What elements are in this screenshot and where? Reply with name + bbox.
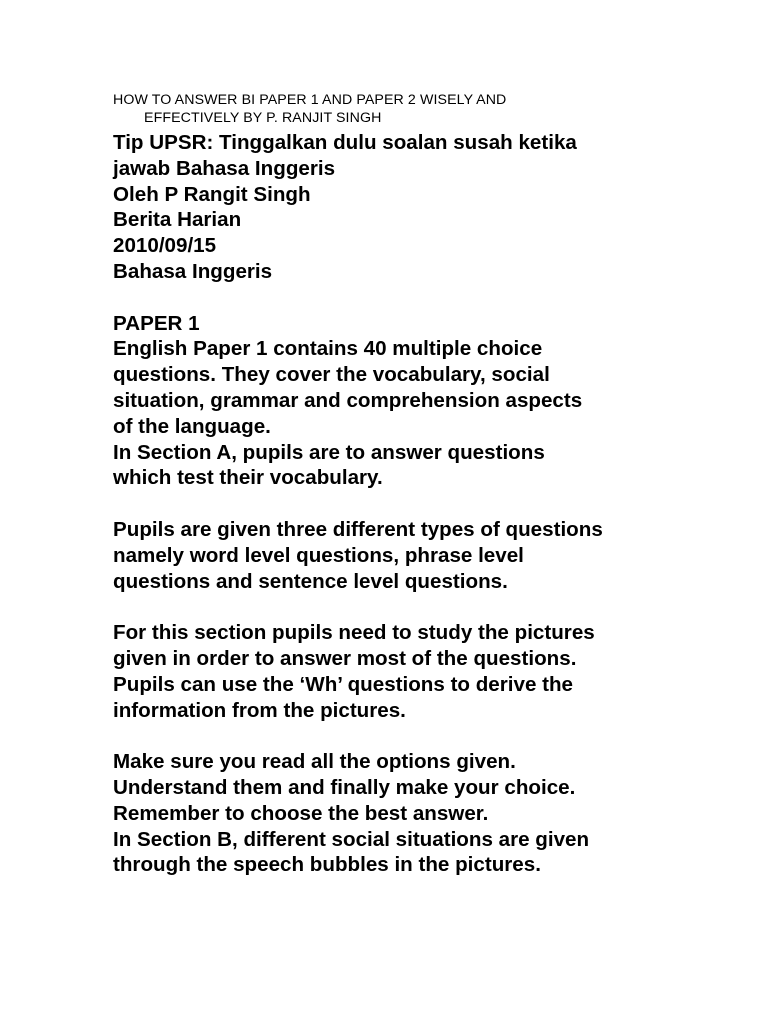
- section-title: PAPER 1: [113, 311, 200, 335]
- paragraph-4-line-2: given in order to answer most of the questions.: [113, 646, 577, 670]
- paragraph-4-line-3: Pupils can use the ‘Wh’ questions to derive the: [113, 672, 574, 696]
- spacer: [113, 285, 733, 311]
- article-date: 2010/09/15: [113, 234, 217, 258]
- article-title-line-1: Tip UPSR: Tinggalkan dulu soalan susah ketika: [113, 131, 577, 154]
- article-subject: Bahasa Inggeris: [113, 259, 273, 283]
- paragraph-4-line-4: information from the pictures.: [113, 698, 406, 722]
- article-title-line-2: jawab Bahasa Inggeris: [113, 156, 336, 180]
- paragraph-2-line-1: In Section A, pupils are to answer questions: [113, 440, 545, 464]
- heading-line-2: EFFECTIVELY BY P. RANJIT SINGH: [144, 110, 382, 126]
- paragraph-6-line-1: In Section B, different social situations are given: [113, 827, 590, 851]
- paragraph-5-line-1: Make sure you read all the options given.: [113, 750, 516, 774]
- paragraph-3-line-2: namely word level questions, phrase level: [113, 543, 524, 567]
- paragraph-5-line-3: Remember to choose the best answer.: [113, 801, 489, 825]
- document-body: [113, 130, 733, 878]
- paragraph-2-line-2: which test their vocabulary.: [113, 466, 383, 490]
- paragraph-4-line-1: For this section pupils need to study the pictures: [113, 621, 595, 645]
- paragraph-6-line-2: through the speech bubbles in the pictures.: [113, 853, 541, 877]
- paragraph-1-line-2: questions. They cover the vocabulary, social: [113, 363, 550, 387]
- paragraph-3-line-3: questions and sentence level questions.: [113, 569, 508, 593]
- document-heading: [113, 91, 633, 127]
- spacer: [113, 491, 733, 517]
- article-author: Oleh P Rangit Singh: [113, 182, 311, 206]
- heading-line-1: HOW TO ANSWER BI PAPER 1 AND PAPER 2 WISELY AND: [113, 92, 507, 108]
- spacer: [113, 723, 733, 749]
- paragraph-1-line-4: of the language.: [113, 414, 271, 438]
- paragraph-3-line-1: Pupils are given three different types of questions: [113, 517, 603, 541]
- spacer: [113, 594, 733, 620]
- paragraph-5-line-2: Understand them and finally make your choice.: [113, 775, 576, 799]
- article-source: Berita Harian: [113, 208, 242, 232]
- paragraph-1-line-3: situation, grammar and comprehension aspects: [113, 388, 583, 412]
- paragraph-1-line-1: English Paper 1 contains 40 multiple choice: [113, 337, 543, 361]
